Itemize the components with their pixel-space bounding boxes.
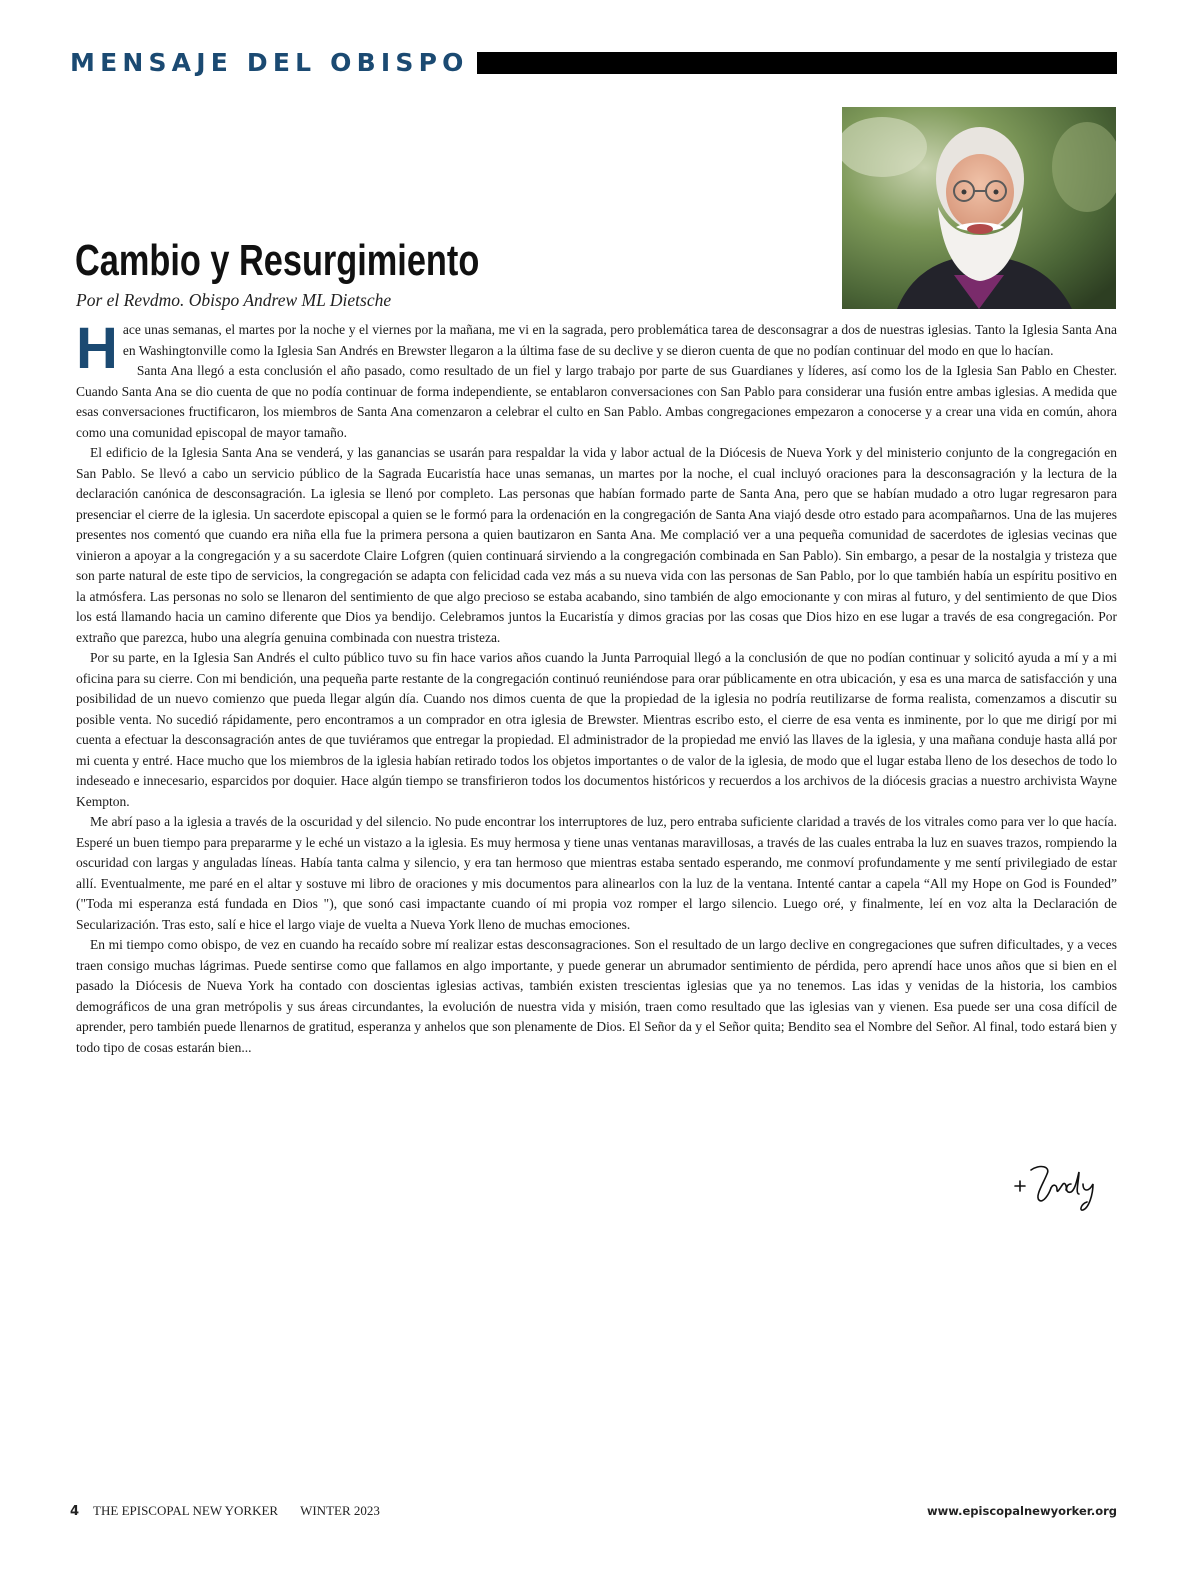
article-title: Cambio y Resurgimiento: [75, 236, 480, 285]
section-title: MENSAJE DEL OBISPO: [70, 48, 469, 77]
paragraph-3: El edificio de la Iglesia Santa Ana se venderá, y las ganancias se usarán para respaldar la vida y labor actual de la Diócesis de Nueva York y del ministerio conjunto de la congregación en San Pablo. Se llevó a cabo un servicio público de la Sagrada Eucaristía hace unas semanas, un martes por la noche, el cual incluyó oraciones para la desconsagración y la lectura de la declaración canónica de desconsagración. La iglesia se llenó por completo. Las personas que habían formado parte de Santa Ana, pero que se habían mudado a otro lugar regresaron para presenciar el cierre de la iglesia. Un sacerdote episcopal a quien se le formó para la ordenación en la congregación de Santa Ana viajó desde otro estado para acompañarnos. Una de las mujeres presentes nos comentó que cuando era niña ella fue la primera persona a quien bautizaron en Santa Ana. Me complació ver a una pequeña comunidad de sacerdotes de iglesias vecinas que vinieron a apoyar a la congregación y a su sacerdote Claire Lofgren (quien continuará sirviendo a la congregación combinada en San Pablo). Sin embargo, a pesar de la nostalgia y tristeza que son parte natural de este tipo de servicios, la congregación se adapta con felicidad cada vez más a su nueva vida con las personas de San Pablo, por lo que también había un espíritu positivo en la atmósfera. Las personas no solo se llenaron del sentimiento de que algo precioso se estaba acabando, sino también de algo emocionante y con miras al futuro, y del sentimiento de que Dios los está llamando hacia un camino diferente que Dios ya bendijo. Celebramos juntos la Eucaristía y dimos gracias por las cosas que Dios hizo en ese lugar a través de esa congregación. Por extraño que parezca, hubo una alegría genuina combinada con nuestra tristeza.: [76, 445, 1117, 645]
paragraph-2: Santa Ana llegó a esta conclusión el año pasado, como resultado de un fiel y largo trabajo por parte de sus Guardianes y líderes, así como los de la Iglesia San Pablo en Chester. Cuando Santa Ana se dio cuenta de que no podía continuar de forma independiente, se entablaron conversaciones con San Pablo para considerar una fusión entre ambas iglesias. A medida que esas conversaciones fructificaron, los miembros de Santa Ana comenzaron a celebrar el culto en San Pablo. Ambas congregaciones empezaron a conocerse y a crear una vida en común, ahora como una comunidad episcopal de mayor tamaño.: [76, 363, 1117, 440]
paragraph-1-text: ace unas semanas, el martes por la noche y el viernes por la mañana, me vi en la sagrada, pero problemática tarea de desconsagrar a dos de nuestras iglesias. Tanto la Iglesia Santa Ana en Washingtonville como la Iglesia San Andrés en Brewster llegaron a la última fase de su declive y se dieron cuenta de que no podían continuar del modo en que lo hacían.: [122, 322, 1117, 358]
section-header: [70, 50, 1117, 76]
paragraph-6: En mi tiempo como obispo, de vez en cuando ha recaído sobre mí realizar estas desconsagraciones. Son el resultado de un largo declive en congregaciones que sufren dificultades, y a veces traen consigo muchas lágrimas. Puede sentirse como que fallamos en algo importante, y puede generar un abrumador sentimiento de pérdida, pero aprendí hace unos años que si bien en el pasado la Diócesis de Nueva York ha contado con doscientas iglesias activas, también existen trescientas iglesias que ya no tenemos. Las idas y venidas de la historia, los cambios demográficos de una gran metrópolis y sus áreas circundantes, la evolución de nuestra vida y misión, traen como resultado que las iglesias van y vienen. Esa puede ser una cosa difícil de aprender, pero también puede llenarnos de gratitud, esperanza y anhelos que son plenamente de Dios. El Señor da y el Señor quita; Bendito sea el Nombre del Señor. Al final, todo estará bien y todo tipo de cosas estarán bien...: [76, 937, 1117, 1055]
bishop-photo: [842, 107, 1116, 309]
footer-left: [70, 1503, 380, 1519]
website-url: www.episcopalnewyorker.org: [927, 1504, 1117, 1518]
paragraph-4: Por su parte, en la Iglesia San Andrés el culto público tuvo su fin hace varios años cuando la Junta Parroquial llegó a la conclusión de que no podían continuar y solicitó ayuda a mí y a mi oficina para su cierre. Con mi bendición, una pequeña parte restante de la congregación continuó reuniéndose para orar públicamente en otra ubicación, y esa es una marca de satisfacción y una posibilidad de un nuevo comienzo que pueda llegar algún día. Cuando nos dimos cuenta de que la propiedad de la iglesia no podría reutilizarse de forma realista, comenzamos a discutir su posible venta. No sucedió rápidamente, pero encontramos a un comprador en otra iglesia de Brewster. Mientras escribo esto, el cierre de esa venta es inminente, por lo que me dirigí por mi cuenta a efectuar la desconsagración antes de que tuviéramos que entregar la propiedad. El administrador de la propiedad me envió las llaves de la iglesia, y una mañana conduje hasta allá por mi cuenta y entré. Hace mucho que los miembros de la iglesia habían retirado todos los objetos importantes o de valor de la iglesia, de modo que el lugar estaba lleno de los desechos de todo lo indeseado e innecesario, esparcidos por doquier. Hace algún tiempo se transfirieron todos los documentos históricos y recuerdos a los archivos de la diócesis gracias a nuestro archivista Wayne Kempton.: [76, 650, 1117, 809]
page-number: 4: [70, 1504, 80, 1519]
signature: [1005, 1150, 1115, 1220]
publication-name: THE EPISCOPAL NEW YORKER: [93, 1503, 279, 1518]
issue-date: WINTER 2023: [300, 1503, 380, 1518]
paragraph-1: [76, 316, 1117, 381]
paragraph-5: Me abrí paso a la iglesia a través de la oscuridad y del silencio. No pude encontrar los interruptores de luz, pero entraba suficiente claridad a través de los vitrales como para ver lo que hacía. Esperé un buen tiempo para prepararme y le eché un vistazo a la iglesia. Es muy hermosa y tiene unas ventanas maravillosas, a través de las cuales entraba la luz en suaves trazos, rompiendo la oscuridad con largas y anguladas líneas. Había tanta calma y silencio, y era tan hermoso que mientras estaba sentado esperando, me conmoví profundamente y me sentí privilegiado de estar allí. Eventualmente, me paré en el altar y sostuve mi libro de oraciones y mis documentos para alinearlos con la luz de la ventana. Intenté cantar a capela “All my Hope on God is Founded” ("Toda mi esperanza está fundada en Dios "), que sonó casi impactante cuando oí mi propia voz romper el largo silencio. Luego oré, y finalmente, leí en voz alta la Declaración de Secularización. Tras esto, salí e hice el largo viaje de vuelta a Nueva York lleno de muchas emociones.: [76, 814, 1117, 932]
header-rule: [477, 52, 1117, 74]
article-body: [76, 316, 1117, 1058]
drop-cap: H: [76, 316, 118, 381]
byline: Por el Revdmo. Obispo Andrew ML Dietsche: [76, 290, 392, 310]
